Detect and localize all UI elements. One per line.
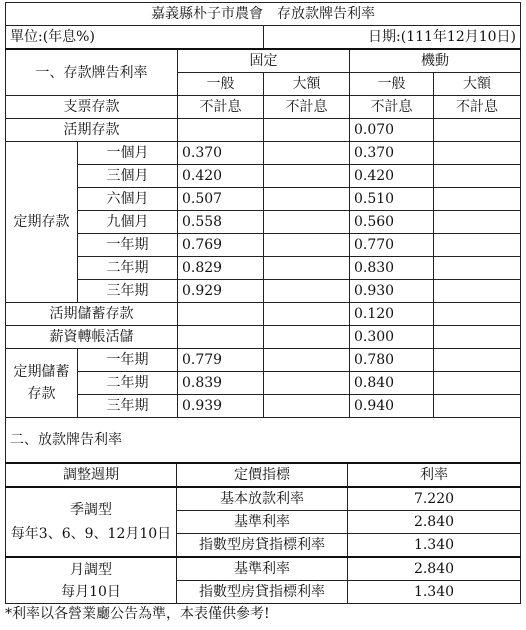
- table-row: [6, 234, 521, 257]
- term-label: 六個月: [78, 188, 178, 211]
- rate-cell: [434, 165, 521, 188]
- rate-cell: 0.929: [178, 280, 264, 303]
- index-cell: 基準利率: [177, 557, 348, 581]
- monthly-period-cell: [6, 557, 177, 604]
- table-row: [6, 303, 521, 326]
- term-label: 一年期: [78, 349, 178, 372]
- rate-cell: [264, 211, 350, 234]
- date-label: 日期:(111年12月10日): [264, 26, 521, 50]
- rate-cell: 不計息: [434, 96, 521, 119]
- term-label: 三個月: [78, 165, 178, 188]
- index-cell: 指數型房貸指標利率: [177, 581, 348, 604]
- row-label: 活期儲蓄存款: [6, 303, 178, 326]
- index-cell: 指數型房貸指標利率: [177, 534, 348, 558]
- deposit-section-label: 一、存款牌告利率: [6, 49, 178, 96]
- row-label: 活期存款: [6, 119, 178, 142]
- floating-header: 機動: [350, 49, 521, 73]
- floating-large-header: 大額: [434, 73, 521, 96]
- rate-cell: 2.840: [348, 511, 521, 534]
- rate-cell: 不計息: [264, 96, 350, 119]
- rate-cell: [178, 303, 264, 326]
- rate-cell: [434, 142, 521, 165]
- term-label: 一個月: [78, 142, 178, 165]
- index-cell: 基準利率: [177, 511, 348, 534]
- table-row: [6, 211, 521, 234]
- monthly-schedule: 每月10日: [61, 583, 121, 600]
- table-row: [6, 188, 521, 211]
- rate-cell: [434, 211, 521, 234]
- rate-cell: 0.779: [178, 349, 264, 372]
- rate-cell: 不計息: [350, 96, 434, 119]
- unit-label: 單位:(年息%): [6, 26, 264, 50]
- rate-cell: 0.839: [178, 372, 264, 395]
- rate-cell: 0.370: [178, 142, 264, 165]
- table-row: [6, 165, 521, 188]
- term-label: 二年期: [78, 372, 178, 395]
- floating-general-header: 一般: [350, 73, 434, 96]
- term-label: 一年期: [78, 234, 178, 257]
- page-title: 嘉義縣朴子市農會 存放款牌告利率: [6, 3, 521, 26]
- rate-cell: 0.420: [350, 165, 434, 188]
- rate-cell: 7.220: [348, 487, 521, 511]
- footnote: *利率以各營業廳公告為準，本表僅供參考!: [5, 606, 270, 622]
- index-cell: 基本放款利率: [177, 487, 348, 511]
- rate-cell: [434, 349, 521, 372]
- rate-cell: [264, 119, 350, 142]
- rate-cell: 0.770: [350, 234, 434, 257]
- rate-cell: 1.340: [348, 581, 521, 604]
- rate-cell: 0.370: [350, 142, 434, 165]
- fixed-general-header: 一般: [178, 73, 264, 96]
- rate-cell: [178, 119, 264, 142]
- table-row: [6, 257, 521, 280]
- deposit-rate-table: [5, 2, 521, 418]
- quarterly-label: 季調型: [70, 502, 112, 518]
- rate-sheet: [5, 2, 520, 604]
- table-row: [6, 96, 521, 119]
- rate-cell: [434, 303, 521, 326]
- rate-cell: 0.070: [350, 119, 434, 142]
- loan-section-label: 二、放款牌告利率: [6, 418, 521, 464]
- rate-cell: 0.939: [178, 395, 264, 418]
- fixed-large-header: 大額: [264, 73, 350, 96]
- rate-cell: [434, 188, 521, 211]
- table-row: [6, 349, 521, 372]
- rate-cell: 不計息: [178, 96, 264, 119]
- time-savings-label: 定期儲蓄存款: [6, 349, 78, 418]
- index-header: 定價指標: [177, 463, 348, 487]
- rate-cell: [434, 372, 521, 395]
- rate-cell: [264, 165, 350, 188]
- rate-cell: 0.940: [350, 395, 434, 418]
- table-row: [6, 372, 521, 395]
- rate-cell: 0.558: [178, 211, 264, 234]
- term-label: 二年期: [78, 257, 178, 280]
- rate-cell: 0.830: [350, 257, 434, 280]
- table-row: [6, 557, 521, 581]
- rate-cell: 0.507: [178, 188, 264, 211]
- rate-cell: [434, 280, 521, 303]
- rate-cell: [264, 234, 350, 257]
- rate-cell: 0.780: [350, 349, 434, 372]
- table-row: [6, 395, 521, 418]
- rate-cell: [264, 303, 350, 326]
- rate-cell: 0.420: [178, 165, 264, 188]
- row-label: 薪資轉帳活儲: [6, 326, 178, 349]
- loan-rate-table: [5, 417, 521, 604]
- rate-cell: [264, 372, 350, 395]
- rate-cell: [434, 257, 521, 280]
- table-row: [6, 326, 521, 349]
- quarterly-period-cell: [6, 487, 177, 557]
- rate-cell: 0.840: [350, 372, 434, 395]
- rate-cell: 0.300: [350, 326, 434, 349]
- table-row: [6, 142, 521, 165]
- rate-cell: [264, 257, 350, 280]
- term-label: 九個月: [78, 211, 178, 234]
- rate-cell: 0.560: [350, 211, 434, 234]
- rate-cell: 1.340: [348, 534, 521, 558]
- term-label: 三年期: [78, 280, 178, 303]
- rate-cell: [264, 349, 350, 372]
- rate-cell: [264, 326, 350, 349]
- row-label: 支票存款: [6, 96, 178, 119]
- rate-cell: [434, 326, 521, 349]
- monthly-label: 月調型: [70, 561, 112, 578]
- rate-cell: [434, 234, 521, 257]
- rate-cell: [264, 280, 350, 303]
- rate-cell: 2.840: [348, 557, 521, 581]
- rate-cell: [264, 188, 350, 211]
- rate-header: 利率: [348, 463, 521, 487]
- term-label: 三年期: [78, 395, 178, 418]
- fixed-header: 固定: [178, 49, 350, 73]
- rate-cell: [264, 142, 350, 165]
- table-row: [6, 487, 521, 511]
- rate-cell: 0.930: [350, 280, 434, 303]
- rate-cell: 0.829: [178, 257, 264, 280]
- period-header: 調整週期: [6, 463, 177, 487]
- quarterly-schedule: 每年3、6、9、12月10日: [10, 526, 172, 542]
- rate-cell: [178, 326, 264, 349]
- rate-cell: 0.510: [350, 188, 434, 211]
- table-row: [6, 119, 521, 142]
- table-row: [6, 280, 521, 303]
- rate-cell: 0.769: [178, 234, 264, 257]
- rate-cell: [434, 395, 521, 418]
- rate-cell: 0.120: [350, 303, 434, 326]
- rate-cell: [434, 119, 521, 142]
- time-deposit-label: 定期存款: [6, 142, 78, 303]
- rate-cell: [264, 395, 350, 418]
